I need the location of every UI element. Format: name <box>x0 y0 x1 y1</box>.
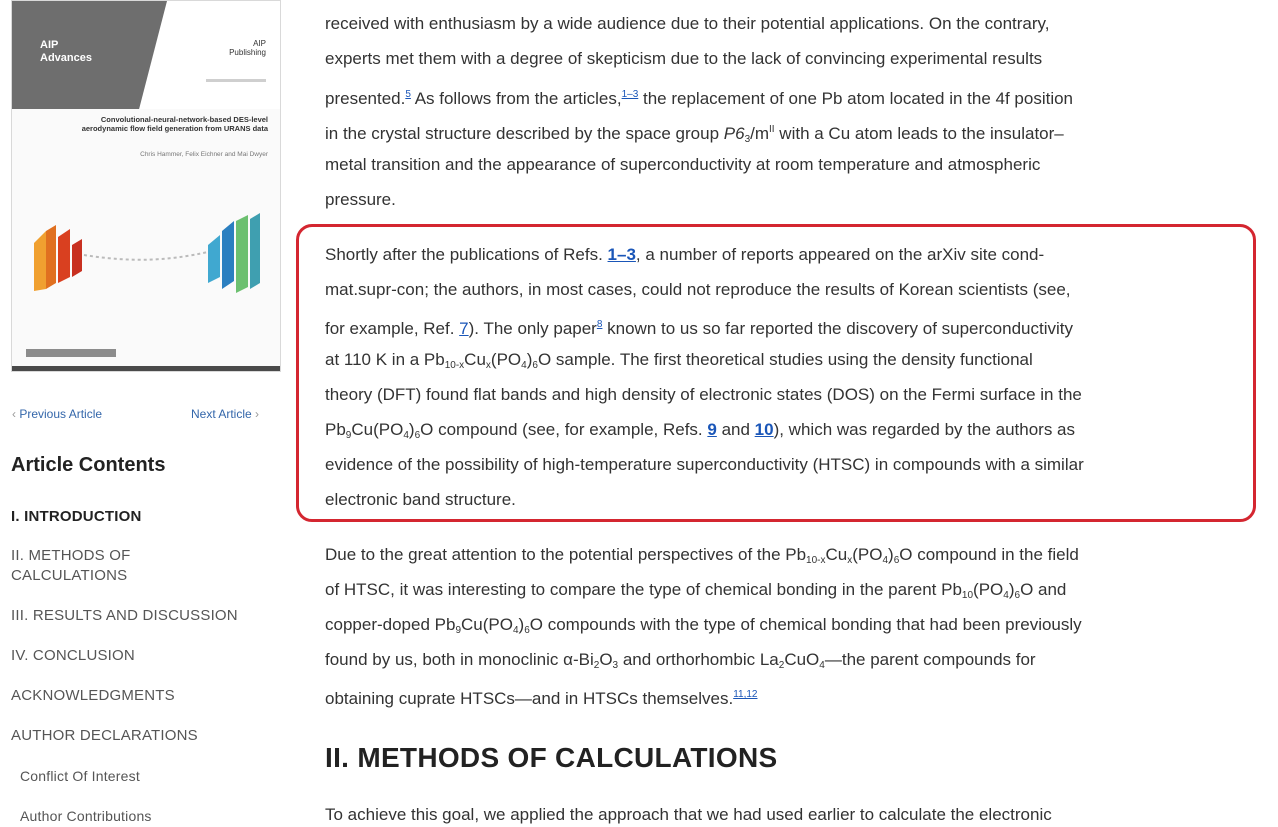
sidebar <box>0 0 290 825</box>
text-line: mat.supr-con; the authors, in most cases, could not reproduce the results of Korean scientists (see, <box>325 280 1071 299</box>
text-span: Cu(PO <box>461 615 513 634</box>
text-line <box>325 648 1036 672</box>
text-line <box>325 118 1064 145</box>
text-span: As follows from the articles, <box>410 89 622 108</box>
subscript: 10-x <box>444 360 465 371</box>
text-line: To achieve this goal, we applied the approach that we had used earlier to calculate the electronic <box>325 805 1052 824</box>
reference-link-10[interactable]: 10 <box>754 420 774 439</box>
reference-link-9[interactable]: 9 <box>707 420 717 439</box>
text-line: electronic band structure. <box>325 490 516 509</box>
reference-link-1-3[interactable]: 1–3 <box>621 89 639 100</box>
text-span: and orthorhombic La <box>618 650 779 669</box>
journal-cover-image[interactable] <box>11 0 281 372</box>
text-span: Cu <box>825 545 848 564</box>
text-line: received with enthusiasm by a wide audience due to their potential applications. On the contrary, <box>325 14 1050 33</box>
subscript: 10 <box>961 590 974 601</box>
cover-bottom-stripe <box>12 366 281 371</box>
text-span: for example, Ref. <box>325 319 460 338</box>
reference-link-7[interactable]: 7 <box>459 319 469 338</box>
text-span: O compounds with the type of chemical bonding that had been previously <box>529 615 1082 634</box>
text-span: Shortly after the publications of Refs. <box>325 245 608 264</box>
reference-link-1-3[interactable]: 1–3 <box>607 245 636 264</box>
cover-divider <box>206 79 266 82</box>
cover-authors: Chris Hammer, Felix Eichner and Mai Dwyer <box>140 151 268 158</box>
text-line <box>325 543 1079 567</box>
text-span: ) <box>888 545 894 564</box>
text-span: obtaining cuprate HTSCs—and in HTSCs themselves. <box>325 689 734 708</box>
subscript: 3 <box>744 134 751 145</box>
highlight-annotation-box <box>296 224 1256 522</box>
text-line: experts met them with a degree of skepticism due to the lack of convincing experimental results <box>325 49 1043 68</box>
reference-link-8[interactable]: 8 <box>596 319 603 330</box>
text-span: O and <box>1020 580 1067 599</box>
subscript: 6 <box>524 625 530 636</box>
subscript: 4 <box>882 555 889 566</box>
subscript: 4 <box>512 625 519 636</box>
chevron-left-icon: ‹ <box>12 407 16 421</box>
text-span: ) <box>1008 580 1015 599</box>
text-span: O sample. The first theoretical studies using the density functional <box>537 350 1033 369</box>
text-line: metal transition and the appearance of superconductivity at room temperature and atmospheric <box>325 155 1041 174</box>
text-span: known to us so far reported the discovery of superconductivity <box>602 319 1073 338</box>
text-span: O compound (see, for example, Refs. <box>420 420 708 439</box>
text-line: theory (DFT) found flat bands and high density of electronic states (DOS) on the Fermi surface in the <box>325 385 1082 404</box>
subscript: 6 <box>1014 590 1021 601</box>
subscript: 9 <box>455 625 461 636</box>
text-span: Cu <box>464 350 486 369</box>
text-span: Due to the great attention to the potential perspectives of the Pb <box>325 545 807 564</box>
reference-link-11-12[interactable]: 11,12 <box>733 689 758 700</box>
text-span: in the crystal structure described by the space group <box>325 124 724 143</box>
toc-item-conclusion[interactable]: IV. CONCLUSION <box>11 647 135 664</box>
article-contents-heading: Article Contents <box>11 454 166 476</box>
text-span: Pb <box>325 420 346 439</box>
text-span: ) <box>526 350 533 369</box>
text-line: pressure. <box>325 190 396 209</box>
text-span: ) <box>408 420 415 439</box>
text-span: (PO <box>490 350 522 369</box>
cover-journal-name: AIP Advances <box>40 39 92 64</box>
subscript: 6 <box>532 360 538 371</box>
subscript: 6 <box>414 430 421 441</box>
text-span: ) <box>518 615 525 634</box>
text-span: with a Cu atom leads to the insulator– <box>774 124 1064 143</box>
subscript: 2 <box>593 660 600 671</box>
text-span: and <box>716 420 755 439</box>
previous-article-label: Previous Article <box>19 407 103 421</box>
reference-link-5[interactable]: 5 <box>405 89 411 100</box>
text-line <box>325 613 1082 637</box>
subscript: 10-x <box>806 555 826 566</box>
subscript: 4 <box>1003 590 1009 601</box>
text-span: found by us, both in monoclinic α-Bi <box>325 650 594 669</box>
text-span: ), which was regarded by the authors as <box>773 420 1076 439</box>
subscript: 4 <box>403 430 409 441</box>
cover-bar <box>26 349 116 357</box>
text-span: Cu(PO <box>351 420 404 439</box>
toc-item-acknowledgments[interactable]: ACKNOWLEDGMENTS <box>11 687 175 704</box>
text-span: /m <box>750 124 770 143</box>
text-span: O <box>599 650 613 669</box>
text-span: (PO <box>973 580 1004 599</box>
next-article-link[interactable] <box>191 407 259 421</box>
subscript: 6 <box>893 555 900 566</box>
subscript: 4 <box>521 360 527 371</box>
text-span: (PO <box>852 545 883 564</box>
toc-item-introduction[interactable]: I. INTRODUCTION <box>11 508 142 525</box>
text-span: CuO <box>784 650 820 669</box>
text-span: of HTSC, it was interesting to compare the type of chemical bonding in the parent Pb <box>325 580 962 599</box>
text-span: —the parent compounds for <box>824 650 1036 669</box>
text-line <box>325 578 1066 602</box>
cover-publisher-logo: AIP Publishing <box>229 39 266 57</box>
superscript: II <box>769 124 775 135</box>
chevron-right-icon: › <box>255 407 260 421</box>
subscript: 9 <box>345 430 352 441</box>
subscript: 2 <box>778 660 785 671</box>
text-line: evidence of the possibility of high-temperature superconductivity (HTSC) in compounds with a similar <box>325 455 1084 474</box>
cover-article-title: Convolutional-neural-network-based DES-level aerodynamic flow field generation from URANS data <box>81 115 268 133</box>
toc-item-author-declarations[interactable]: AUTHOR DECLARATIONS <box>11 727 198 744</box>
text-span: the replacement of one Pb atom located in the 4f position <box>638 89 1074 108</box>
previous-article-link[interactable] <box>12 407 102 421</box>
text-span: at 110 K in a Pb <box>325 350 445 369</box>
subscript: x <box>847 555 853 566</box>
subscript: x <box>485 360 491 371</box>
toc-item-author-contributions[interactable]: Author Contributions <box>20 808 152 824</box>
text-span: O compound in the field <box>899 545 1079 564</box>
text-span: copper-doped Pb <box>325 615 456 634</box>
subscript: 3 <box>612 660 619 671</box>
text-line <box>325 683 757 707</box>
cover-flow-field-art <box>12 191 281 311</box>
subscript: 4 <box>819 660 825 671</box>
text-span: presented. <box>325 89 406 108</box>
toc-item-methods[interactable]: II. METHODS OF CALCULATIONS <box>11 547 131 584</box>
toc-item-results[interactable]: III. RESULTS AND DISCUSSION <box>11 607 238 624</box>
text-line <box>325 83 1073 107</box>
text-span: , a number of reports appeared on the arXiv site cond- <box>635 245 1045 264</box>
text-span: ). The only paper <box>468 319 597 338</box>
space-group: P6 <box>723 124 745 143</box>
next-article-label: Next Article <box>191 407 252 421</box>
section-heading-methods: II. METHODS OF CALCULATIONS <box>325 742 778 773</box>
toc-item-conflict-of-interest[interactable]: Conflict Of Interest <box>20 768 140 784</box>
